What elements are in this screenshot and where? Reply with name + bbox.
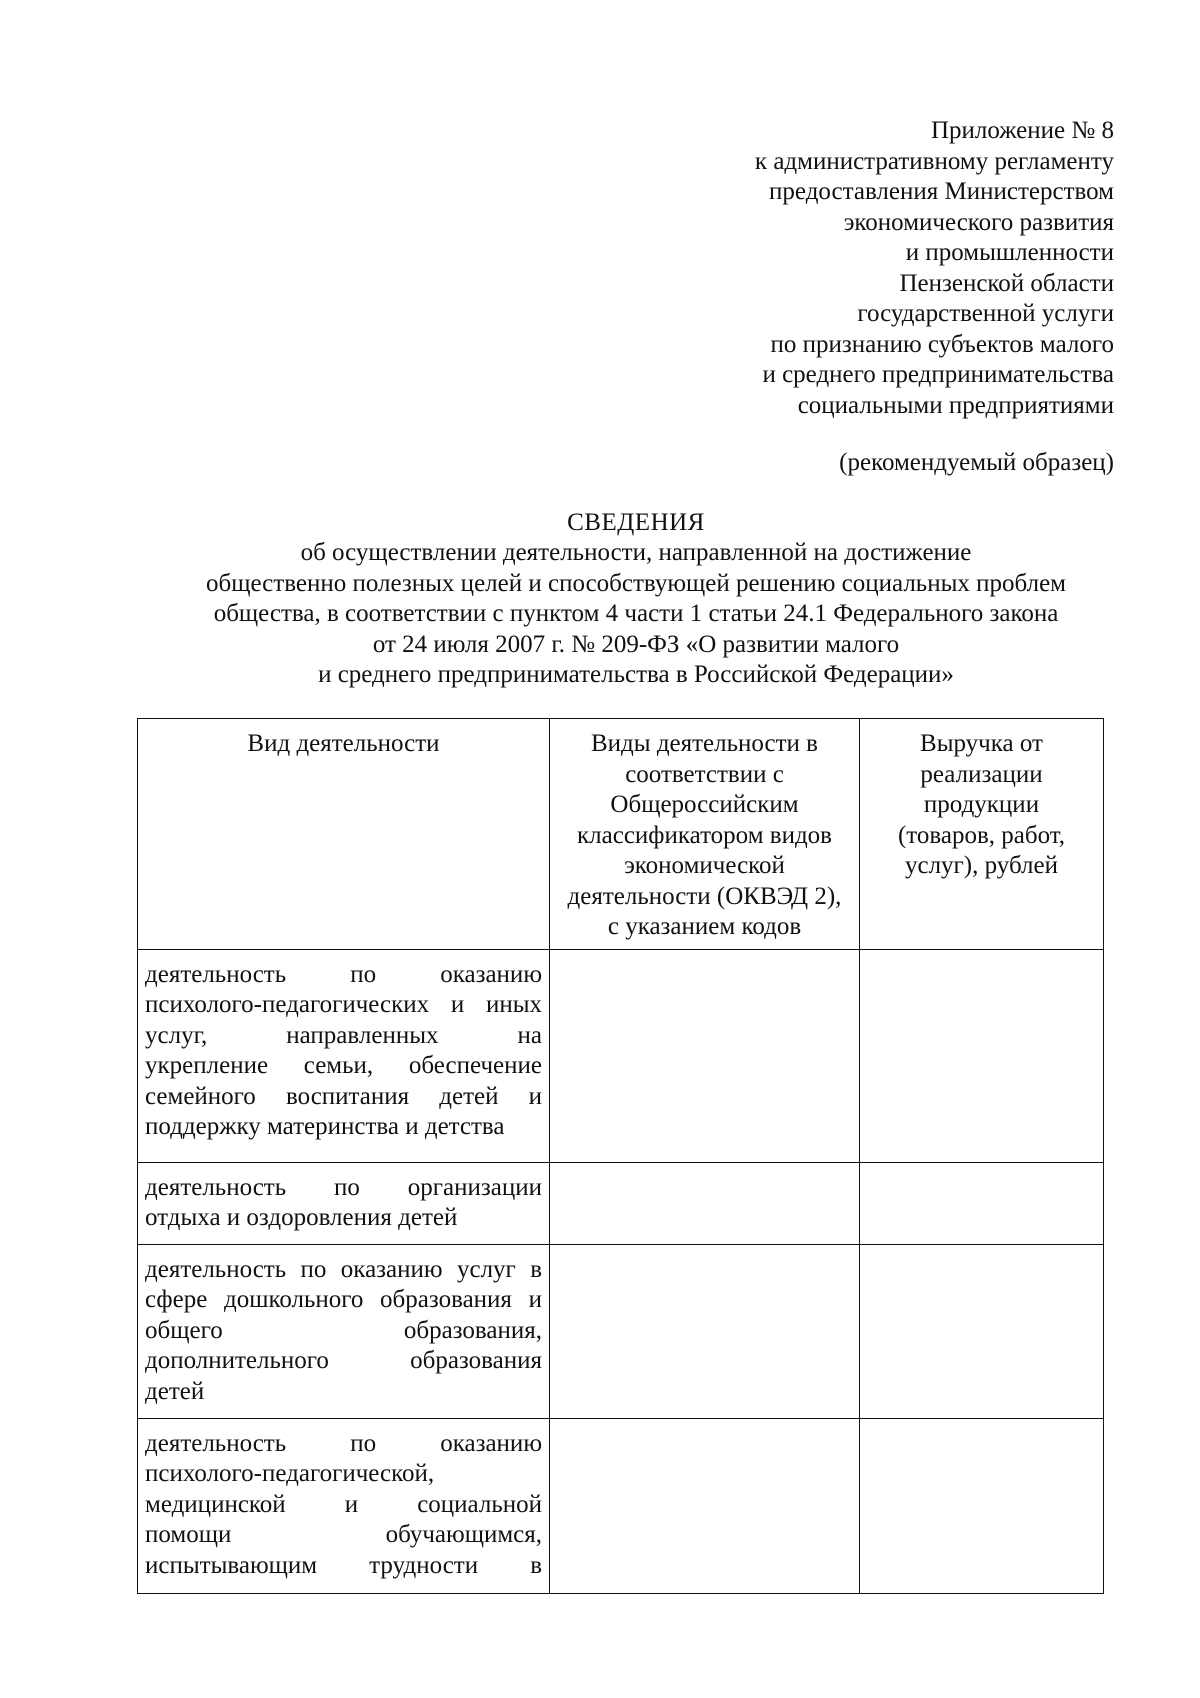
annex-block: [594, 116, 1114, 421]
activity-line: деятельность по организации: [145, 1173, 542, 1201]
subtitle-line: общества, в соответствии с пунктом 4 части 1 статьи 24.1 Федерального закона: [213, 600, 1059, 627]
activity-line: медицинской и социальной: [145, 1490, 542, 1518]
header-revenue: [860, 719, 1104, 950]
revenue-cell: [860, 949, 1104, 1162]
table-row: [138, 1162, 1104, 1244]
activity-line: детей: [145, 1377, 205, 1405]
okved-cell: [550, 949, 860, 1162]
activity-line: психолого-педагогических и иных: [145, 991, 542, 1018]
header-line: Выручка от: [920, 730, 1043, 757]
activity-line: деятельность по оказанию: [145, 1429, 542, 1457]
annex-line: социальными предприятиями: [797, 391, 1114, 419]
activity-line: психолого-педагогической,: [145, 1460, 435, 1487]
annex-line: экономического развития: [843, 208, 1114, 236]
activity-cell: [138, 1162, 550, 1244]
table-row: [138, 949, 1104, 1162]
document-title: СВЕДЕНИЯ: [567, 509, 705, 536]
header-activity: [138, 719, 550, 950]
revenue-cell: [860, 1418, 1104, 1593]
activity-table: [137, 718, 1104, 1594]
activity-cell: [138, 1418, 550, 1593]
header-line: Общероссийским: [610, 791, 799, 818]
header-line: деятельности (ОКВЭД 2),: [567, 882, 842, 910]
activity-line: помощи обучающимся,: [145, 1521, 542, 1548]
activity-line: испытывающим трудности в: [145, 1551, 542, 1579]
okved-cell: [550, 1162, 860, 1244]
activity-line: деятельность по оказанию услуг в: [145, 1255, 542, 1283]
activity-line: поддержку материнства и детства: [145, 1113, 505, 1140]
subtitle-line: об осуществлении деятельности, направленной на достижение: [300, 539, 972, 566]
header-line: экономической: [624, 852, 785, 879]
activity-cell: [138, 949, 550, 1162]
table-row: [138, 1418, 1104, 1593]
annex-line: и промышленности: [905, 239, 1114, 266]
subtitle-line: и среднего предпринимательства в Российской Федерации»: [318, 661, 954, 688]
activity-line: услуг, направленных на: [145, 1021, 542, 1049]
header-line: продукции: [923, 791, 1040, 818]
activity-line: дополнительного образования: [145, 1347, 542, 1374]
header-line: с указанием кодов: [607, 913, 802, 940]
activity-line: деятельность по оказанию: [145, 960, 542, 988]
header-line: услуг), рублей: [904, 852, 1059, 879]
annex-line: государственной услуги: [857, 300, 1114, 327]
header-line: (товаров, работ,: [897, 821, 1066, 849]
okved-cell: [550, 1244, 860, 1418]
annex-line: Приложение № 8: [930, 117, 1114, 144]
document-subtitle: [0, 538, 1200, 691]
sample-note: (рекомендуемый образец): [839, 449, 1114, 476]
header-line: реализации: [920, 760, 1043, 788]
annex-line: по признанию субъектов малого: [770, 330, 1114, 358]
header-okved: [550, 719, 860, 950]
annex-line: предоставления Министерством: [769, 178, 1114, 205]
okved-cell: [550, 1418, 860, 1593]
header-line: Виды деятельности в: [591, 730, 818, 757]
activity-line: отдыха и оздоровления детей: [145, 1204, 458, 1231]
activity-line: семейного воспитания детей и: [145, 1082, 542, 1110]
table-row: [138, 1244, 1104, 1418]
activity-cell: [138, 1244, 550, 1418]
activity-line: укрепление семьи, обеспечение: [145, 1052, 542, 1079]
annex-line: к административному регламенту: [754, 147, 1114, 175]
subtitle-line: общественно полезных целей и способствующей решению социальных проблем: [205, 569, 1066, 597]
annex-line: Пензенской области: [899, 269, 1114, 297]
header-line: классификатором видов: [577, 821, 832, 849]
activity-line: общего образования,: [145, 1316, 542, 1344]
revenue-cell: [860, 1244, 1104, 1418]
revenue-cell: [860, 1162, 1104, 1244]
subtitle-line: от 24 июля 2007 г. № 209-ФЗ «О развитии малого: [372, 630, 900, 658]
header-line: соответствии с: [625, 760, 784, 788]
activity-line: сфере дошкольного образования и: [145, 1286, 542, 1313]
table-header-row: [138, 719, 1104, 950]
header-line: Вид деятельности: [247, 730, 440, 757]
annex-line: и среднего предпринимательства: [762, 361, 1114, 388]
